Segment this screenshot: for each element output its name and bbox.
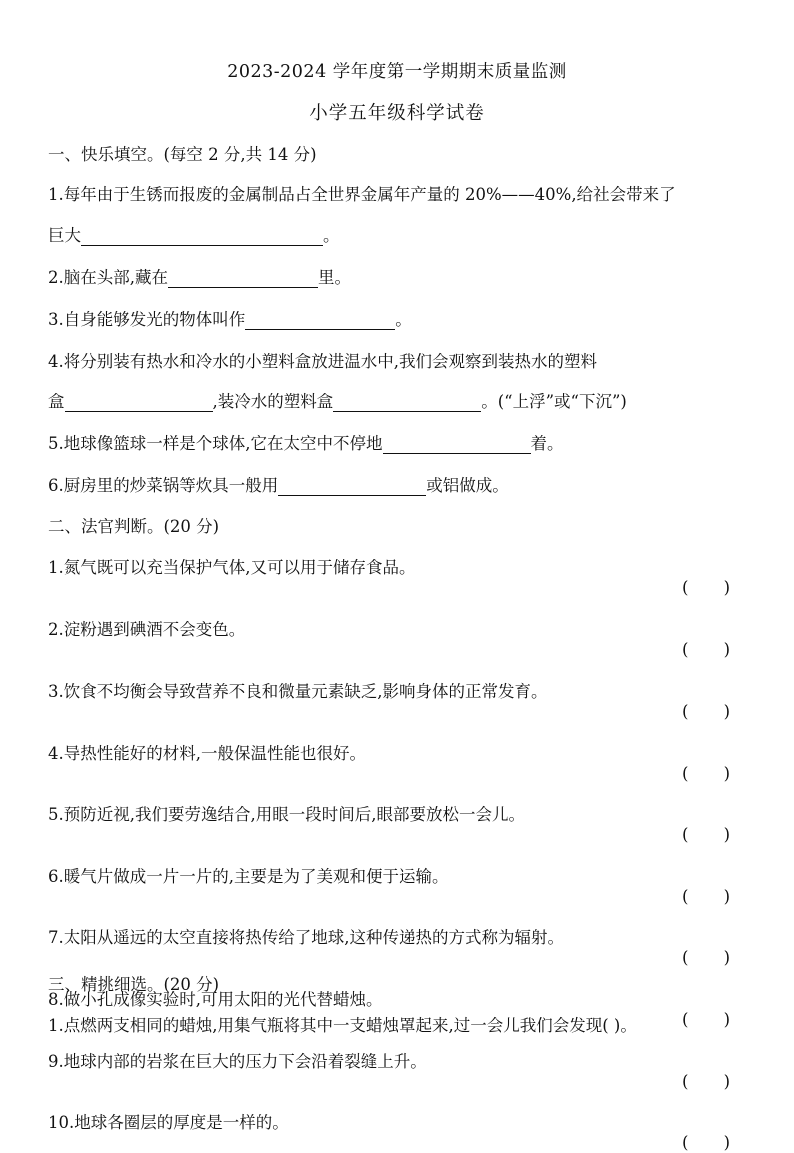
paren-left: ( (682, 1072, 689, 1091)
judge-q6 (48, 867, 794, 906)
judge-q1 (48, 558, 794, 597)
fill-q1-line2 (48, 226, 754, 246)
fill-q1-blank[interactable] (81, 227, 323, 246)
paren-right: ) (723, 1010, 730, 1029)
judge-q9-text: 9.地球内部的岩浆在巨大的压力下会沿着裂缝上升。 (48, 1052, 427, 1071)
paren-left: ( (682, 764, 689, 783)
judge-q9-answer-box[interactable] (682, 1072, 730, 1092)
paren-left: ( (682, 578, 689, 597)
choice-q1: 1.点燃两支相同的蜡烛,用集气瓶将其中一支蜡烛罩起来,过一会儿我们会发现( )。 (48, 1016, 637, 1035)
judge-q9 (48, 1052, 794, 1091)
fill-q2 (48, 268, 754, 288)
judge-q4-answer-box[interactable] (682, 764, 730, 784)
paren-right: ) (723, 1133, 730, 1152)
judge-q1-answer-box[interactable] (682, 578, 730, 598)
paren-left: ( (682, 948, 689, 967)
section1-heading: 一、快乐填空。(每空 2 分,共 14 分) (48, 145, 317, 164)
judge-q5-answer-box[interactable] (682, 825, 730, 845)
fill-q5-blank[interactable] (383, 435, 531, 454)
fill-q2-prefix: 2.脑在头部,藏在 (48, 268, 168, 287)
judge-q6-answer-box[interactable] (682, 887, 730, 907)
section2-heading: 二、法官判断。(20 分) (48, 517, 220, 536)
judge-q3-text: 3.饮食不均衡会导致营养不良和微量元素缺乏,影响身体的正常发育。 (48, 682, 548, 701)
fill-q4-line2 (48, 392, 754, 412)
fill-q4-blank-hot[interactable] (65, 393, 213, 412)
exam-subtitle: 小学五年级科学试卷 (309, 103, 485, 124)
fill-q6-blank[interactable] (278, 477, 426, 496)
judge-q7-text: 7.太阳从遥远的太空直接将热传给了地球,这种传递热的方式称为辐射。 (48, 928, 564, 947)
paren-right: ) (723, 640, 730, 659)
judge-q2-text: 2.淀粉遇到碘酒不会变色。 (48, 620, 246, 639)
paren-left: ( (682, 640, 689, 659)
judge-q2 (48, 620, 794, 659)
judge-q10-answer-box[interactable] (682, 1133, 730, 1153)
paren-left: ( (682, 1010, 689, 1029)
judge-q4-text: 4.导热性能好的材料,一般保温性能也很好。 (48, 744, 366, 763)
judge-q10-text: 10.地球各圈层的厚度是一样的。 (48, 1113, 289, 1132)
judge-q5 (48, 805, 794, 844)
judge-q5-text: 5.预防近视,我们要劳逸结合,用眼一段时间后,眼部要放松一会儿。 (48, 805, 525, 824)
judge-q7-answer-box[interactable] (682, 948, 730, 968)
judge-q7 (48, 928, 794, 967)
fill-q5-suffix: 着。 (530, 434, 564, 453)
fill-q3 (48, 310, 754, 330)
paren-right: ) (723, 578, 730, 597)
fill-q6-prefix: 6.厨房里的炒菜锅等炊具一般用 (48, 476, 279, 495)
paren-left: ( (682, 702, 689, 721)
fill-q5-prefix: 5.地球像篮球一样是个球体,它在太空中不停地 (48, 434, 383, 453)
judge-q3 (48, 682, 794, 721)
exam-title: 2023-2024 学年度第一学期期末质量监测 (227, 62, 567, 82)
paren-right: ) (723, 887, 730, 906)
judge-q10 (48, 1113, 794, 1152)
section3-heading: 三、精挑细选。(20 分) (48, 975, 220, 994)
paren-right: ) (723, 1072, 730, 1091)
fill-q5 (48, 434, 754, 454)
judge-q3-answer-box[interactable] (682, 702, 730, 722)
fill-q1-suffix: 。 (323, 226, 340, 245)
fill-q2-blank[interactable] (168, 269, 318, 288)
fill-q3-prefix: 3.自身能够发光的物体叫作 (48, 310, 246, 329)
paren-right: ) (723, 825, 730, 844)
paren-left: ( (682, 887, 689, 906)
fill-q4-prefix: 盒 (48, 392, 65, 411)
fill-q6-suffix: 或铝做成。 (426, 476, 509, 495)
fill-q6 (48, 476, 754, 496)
judge-q8-text: 8.做小孔成像实验时,可用太阳的光代替蜡烛。 (48, 990, 383, 1009)
fill-q3-blank[interactable] (245, 311, 395, 330)
paren-right: ) (723, 702, 730, 721)
fill-q4-suffix: 。(“上浮”或“下沉”) (481, 392, 627, 411)
paren-right: ) (723, 948, 730, 967)
judge-q4 (48, 744, 794, 783)
fill-q4-line1: 4.将分别装有热水和冷水的小塑料盒放进温水中,我们会观察到装热水的塑料 (48, 352, 597, 371)
judge-q1-text: 1.氮气既可以充当保护气体,又可以用于储存食品。 (48, 558, 416, 577)
fill-q3-suffix: 。 (395, 310, 412, 329)
fill-q4-middle: ,装冷水的塑料盒 (212, 392, 334, 411)
paren-right: ) (723, 764, 730, 783)
fill-q1-line1: 1.每年由于生锈而报废的金属制品占全世界金属年产量的 20%——40%,给社会带来了 (48, 185, 676, 204)
fill-q2-suffix: 里。 (318, 268, 351, 287)
judge-q6-text: 6.暖气片做成一片一片的,主要是为了美观和便于运输。 (48, 867, 449, 886)
paren-left: ( (682, 825, 689, 844)
fill-q1-prefix: 巨大 (48, 226, 81, 245)
judge-q2-answer-box[interactable] (682, 640, 730, 660)
fill-q4-blank-cold[interactable] (333, 393, 481, 412)
paren-left: ( (682, 1133, 689, 1152)
